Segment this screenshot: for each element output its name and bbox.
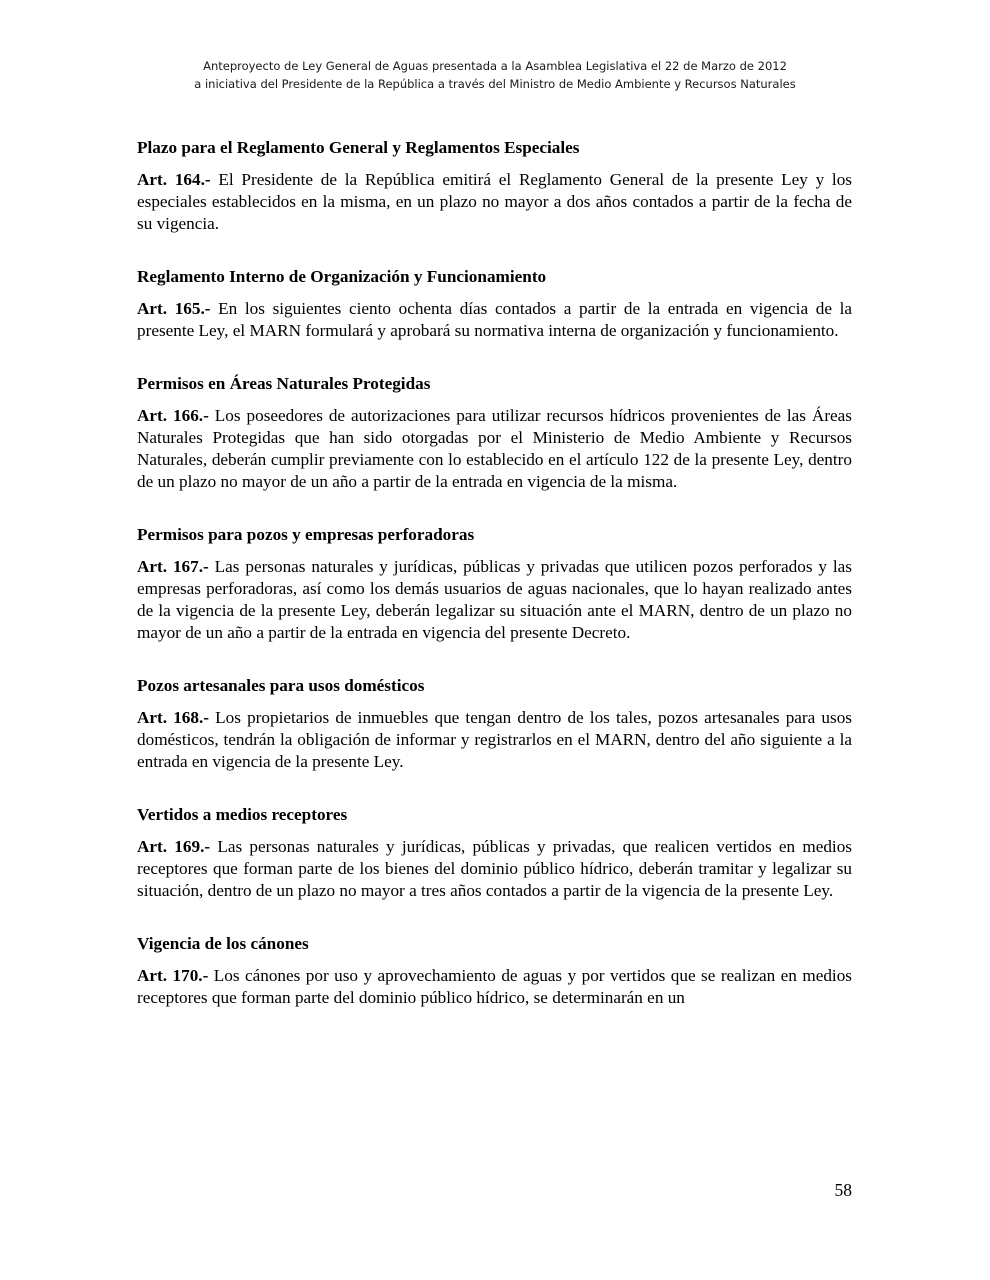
article-text: Los cánones por uso y aprovechamiento de aguas y por vertidos que se realizan en medios receptores que forman parte del dominio público hídrico, se determinarán en un [137,966,852,1007]
article-paragraph [137,405,852,493]
section-heading: Vigencia de los cánones [137,934,309,953]
article-number: Art. 164.- [137,170,211,189]
article-paragraph [137,707,852,773]
document-body [137,137,852,1040]
article-number: Art. 170.- [137,966,209,985]
article-number: Art. 167.- [137,557,209,576]
article-text: Los propietarios de inmuebles que tengan dentro de los tales, pozos artesanales para usos domésticos, tendrán la obligación de informar y registrarlos en el MARN, dentro del año siguiente a la entrada en vigencia de la presente Ley. [137,708,852,771]
page-header [0,57,990,93]
article-paragraph [137,836,852,902]
section-heading: Reglamento Interno de Organización y Funcionamiento [137,267,547,286]
article-number: Art. 169.- [137,837,211,856]
section-heading: Plazo para el Reglamento General y Reglamentos Especiales [137,138,580,157]
section-heading: Vertidos a medios receptores [137,805,348,824]
section-heading: Pozos artesanales para usos domésticos [137,676,425,695]
article-section [137,804,852,902]
article-section [137,675,852,773]
article-number: Art. 166.- [137,406,209,425]
article-paragraph [137,169,852,235]
section-heading: Permisos para pozos y empresas perforadoras [137,525,475,544]
article-number: Art. 168.- [137,708,210,727]
article-text: Las personas naturales y jurídicas, públicas y privadas, que realicen vertidos en medios receptores que forman parte de los bienes del dominio público hídrico, deberán tramitar y legalizar su situación, dentro de un plazo no mayor a tres años contados a partir de la vigencia de la presente Ley. [137,837,852,900]
article-text: Las personas naturales y jurídicas, públicas y privadas que utilicen pozos perforados y las empresas perforadoras, así como los demás usuarios de aguas nacionales, que lo hayan realizado antes de la vigencia de la presente Ley, deberán legalizar su situación ante el MARN, dentro de un plazo no mayor de un año a partir de la entrada en vigencia del presente Decreto. [137,557,852,642]
article-section [137,373,852,493]
header-line-1: Anteproyecto de Ley General de Aguas presentada a la Asamblea Legislativa el 22 de Marzo de 2012 [203,59,787,73]
article-section [137,266,852,342]
article-section [137,524,852,644]
article-section [137,933,852,1009]
article-paragraph [137,965,852,1009]
article-text: Los poseedores de autorizaciones para utilizar recursos hídricos provenientes de las Áreas Naturales Protegidas que han sido otorgadas por el Ministerio de Medio Ambiente y Recursos Naturales, deberán cumplir previamente con lo establecido en el artículo 122 de la presente Ley, dentro de un plazo no mayor de un año a partir de la entrada en vigencia de la misma. [137,406,852,491]
header-line-2: a iniciativa del Presidente de la República a través del Ministro de Medio Ambiente y Recursos Naturales [194,77,796,91]
article-paragraph [137,556,852,644]
article-text: En los siguientes ciento ochenta días contados a partir de la entrada en vigencia de la presente Ley, el MARN formulará y aprobará su normativa interna de organización y funcionamiento. [137,299,852,340]
section-heading: Permisos en Áreas Naturales Protegidas [137,374,431,393]
article-number: Art. 165.- [137,299,211,318]
page-number: 58 [834,1180,852,1200]
article-text: El Presidente de la República emitirá el Reglamento General de la presente Ley y los especiales establecidos en la misma, en un plazo no mayor a dos años contados a partir de la fecha de su vigencia. [137,170,852,233]
article-paragraph [137,298,852,342]
article-section [137,137,852,235]
